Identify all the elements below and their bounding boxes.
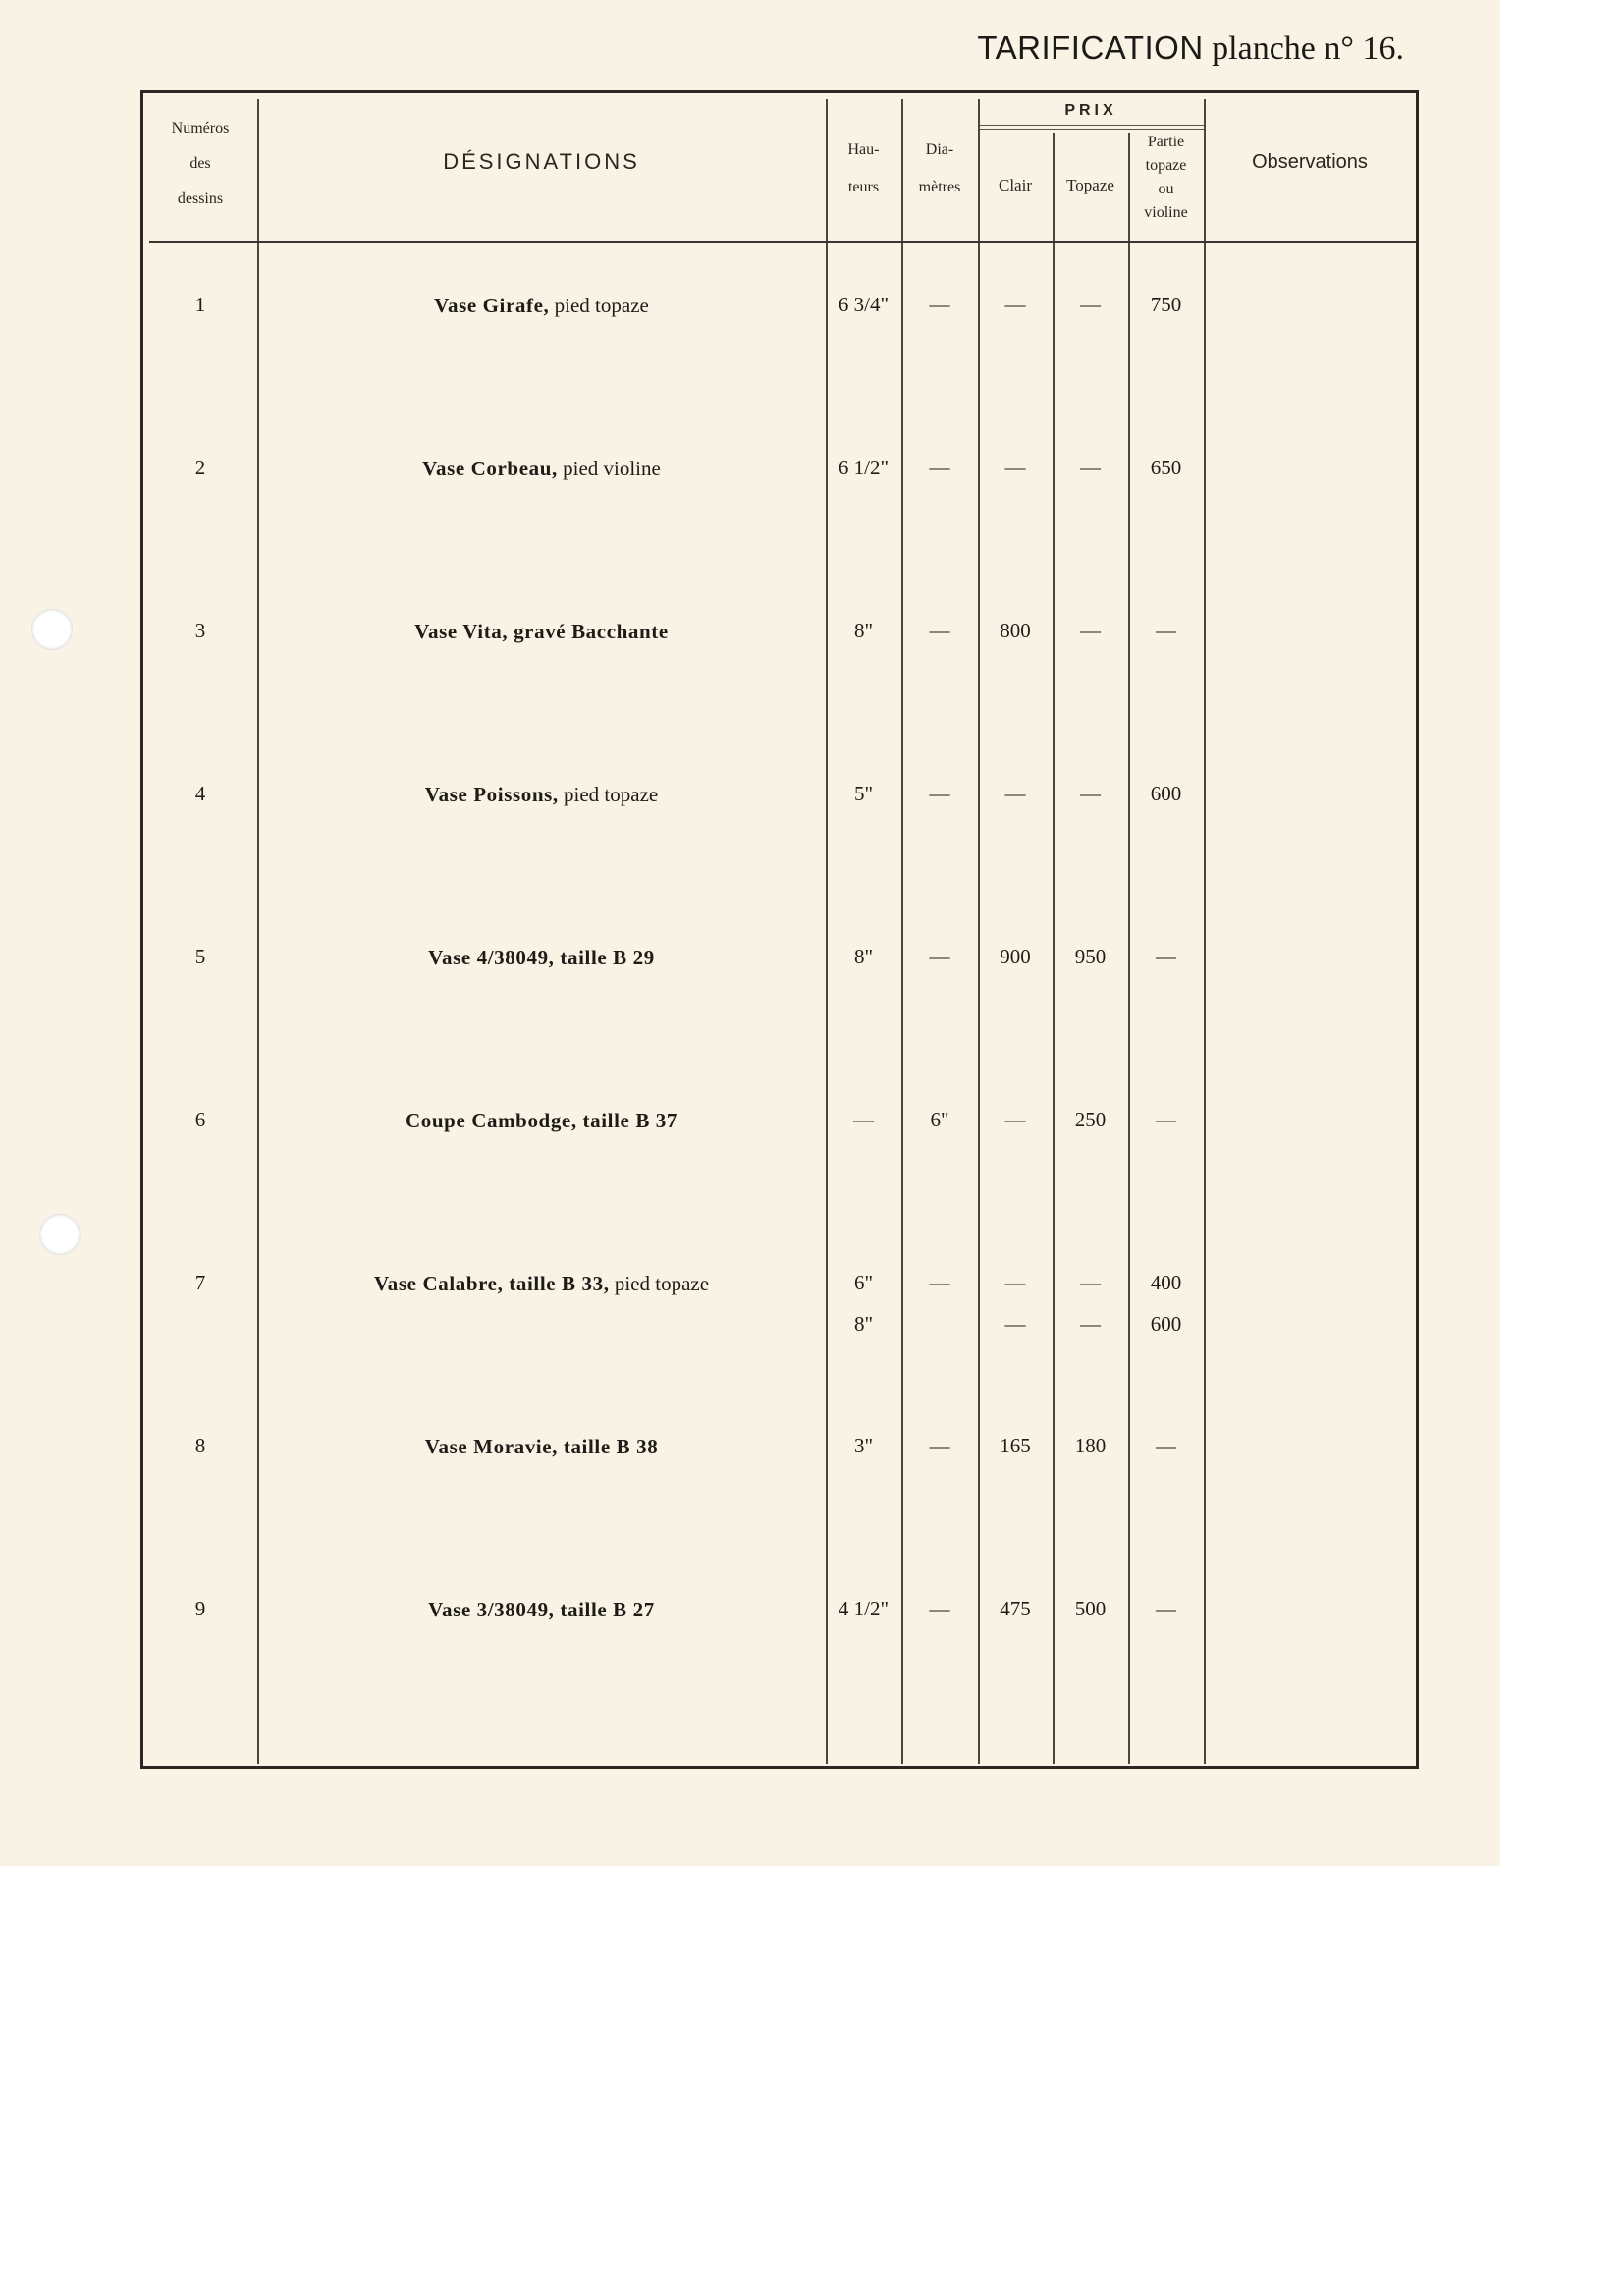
row-diametre: 6" xyxy=(930,1108,949,1131)
row-clair: 165 xyxy=(1000,1434,1031,1457)
row-diametre: — xyxy=(929,1597,950,1620)
row-designation: Vase Moravie, taille B 38 xyxy=(424,1435,659,1458)
header-numeros: Numéros des dessins xyxy=(171,120,230,207)
row-partie: — xyxy=(1156,1108,1176,1131)
column-divider xyxy=(1204,99,1206,1764)
row-clair: — xyxy=(1004,293,1026,316)
header-partie: Partie topaze ou violine xyxy=(1144,134,1188,221)
row-partie: 400 xyxy=(1150,1271,1182,1294)
header-rule xyxy=(149,241,1416,243)
row-diametre: — xyxy=(929,619,950,642)
header-prix: PRIX xyxy=(1064,102,1117,119)
header-hauteurs: Hau- teurs xyxy=(847,141,880,195)
row-hauteur: 8" xyxy=(853,619,874,642)
row-clair-alt: — xyxy=(1004,1312,1026,1336)
row-partie: — xyxy=(1156,619,1176,642)
row-partie: — xyxy=(1156,1434,1176,1457)
prix-rule xyxy=(979,129,1204,130)
row-designation: Vase 3/38049, taille B 27 xyxy=(428,1598,655,1621)
row-clair: — xyxy=(1004,456,1026,479)
row-clair: — xyxy=(1004,1271,1026,1294)
row-topaze: — xyxy=(1080,456,1101,479)
row-topaze: 180 xyxy=(1074,1434,1107,1457)
row-number: 6 xyxy=(194,1108,206,1131)
row-number: 3 xyxy=(194,619,206,642)
header-designations: DÉSIGNATIONS xyxy=(443,149,640,174)
row-designation: Vase Girafe, pied topaze xyxy=(434,294,649,317)
row-number: 1 xyxy=(194,293,206,316)
header-observations: Observations xyxy=(1252,151,1368,173)
header-topaze: Topaze xyxy=(1066,176,1114,194)
row-hauteur: — xyxy=(853,1108,874,1131)
row-hauteur: 6 3/4" xyxy=(838,293,890,316)
row-designation: Vase Vita, gravé Bacchante xyxy=(414,620,669,643)
price-table xyxy=(140,90,1419,1769)
row-partie: — xyxy=(1156,945,1176,968)
row-hauteur-alt: 8" xyxy=(853,1312,874,1336)
row-diametre: — xyxy=(929,945,950,968)
row-hauteur: 6 1/2" xyxy=(838,456,890,479)
row-hauteur: 6" xyxy=(853,1271,874,1294)
column-divider xyxy=(978,99,980,1764)
row-partie: 750 xyxy=(1150,293,1182,316)
row-topaze: — xyxy=(1080,1271,1101,1294)
row-number: 4 xyxy=(194,782,206,805)
column-divider xyxy=(901,99,903,1764)
row-partie-alt: 600 xyxy=(1150,1312,1182,1336)
header-clair: Clair xyxy=(999,176,1032,194)
row-hauteur: 3" xyxy=(853,1434,874,1457)
row-topaze: 250 xyxy=(1074,1108,1107,1131)
row-number: 2 xyxy=(194,456,206,479)
row-topaze: — xyxy=(1080,293,1101,316)
row-hauteur: 5" xyxy=(853,782,874,805)
row-hauteur: 8" xyxy=(853,945,874,968)
row-diametre: — xyxy=(929,456,950,479)
row-diametre: — xyxy=(929,293,950,316)
row-number: 7 xyxy=(194,1271,206,1294)
row-topaze: 950 xyxy=(1074,945,1107,968)
row-designation: Vase 4/38049, taille B 29 xyxy=(428,946,655,969)
row-partie: 650 xyxy=(1150,456,1182,479)
row-designation: Vase Calabre, taille B 33, pied topaze xyxy=(373,1272,710,1295)
row-number: 9 xyxy=(194,1597,206,1620)
row-clair: 900 xyxy=(1000,945,1031,968)
row-topaze-alt: — xyxy=(1080,1312,1101,1336)
binder-hole-icon xyxy=(31,609,73,650)
row-designation: Coupe Cambodge, taille B 37 xyxy=(406,1109,677,1132)
row-partie: — xyxy=(1156,1597,1176,1620)
row-topaze: 500 xyxy=(1074,1597,1107,1620)
row-clair: 475 xyxy=(1000,1597,1031,1620)
row-number: 5 xyxy=(194,945,206,968)
row-designation: Vase Poissons, pied topaze xyxy=(424,783,659,806)
row-designation: Vase Corbeau, pied violine xyxy=(422,457,661,480)
row-diametre: — xyxy=(929,1434,950,1457)
prix-rule xyxy=(979,125,1204,126)
column-divider xyxy=(257,99,259,1764)
row-topaze: — xyxy=(1080,782,1101,805)
page-title-plate: planche n° 16. xyxy=(1212,30,1404,67)
binder-hole-icon xyxy=(39,1214,81,1255)
row-clair: — xyxy=(1004,782,1026,805)
row-number: 8 xyxy=(194,1434,206,1457)
row-hauteur: 4 1/2" xyxy=(838,1597,890,1620)
row-diametre: — xyxy=(929,1271,950,1294)
column-divider xyxy=(826,99,828,1764)
row-clair: — xyxy=(1004,1108,1026,1131)
page-title-main: TARIFICATION xyxy=(977,29,1204,66)
row-partie: 600 xyxy=(1150,782,1182,805)
header-diametres: Dia- mètres xyxy=(918,141,961,195)
row-clair: 800 xyxy=(1000,619,1031,642)
row-diametre: — xyxy=(929,782,950,805)
page-title xyxy=(893,29,1404,68)
row-topaze: — xyxy=(1080,619,1101,642)
